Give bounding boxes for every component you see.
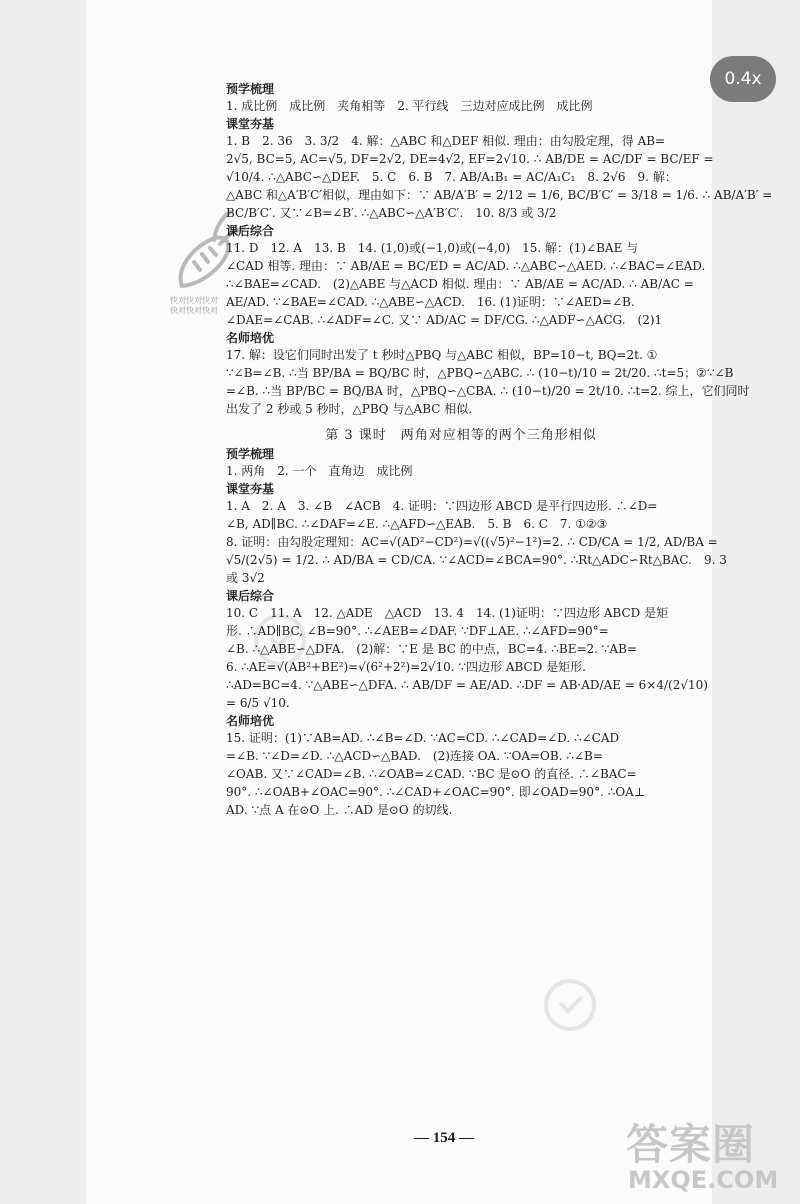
page-number: — 154 —: [414, 1130, 474, 1146]
answer-line: ∵∠B=∠B. ∴当 BP/BA = BQ/BC 时，△PBQ∽△ABC. ∴ (10−t)/10 = 2t/20. ∴t=5；②∵∠B: [226, 366, 734, 380]
answer-line: √10/4. ∴△ABC∽△DEF. 5. C 6. B 7. AB/A₁B₁ = AC/A₁C₁ 8. 2√6 9. 解：: [226, 170, 677, 184]
answer-line: ∠OAB. 又∵∠CAD=∠B. ∴∠OAB=∠CAD. ∵BC 是⊙O 的直径. ∴∠BAC=: [226, 767, 637, 781]
answer-line: AE/AD. ∵∠BAE=∠CAD. ∴△ABE∽△ACD. 16. (1)证明：∵∠AED=∠B.: [226, 295, 635, 309]
answer-line: =∠B. ∵∠D=∠D. ∴△ACD∽△BAD. (2)连接 OA. ∵OA=OB. ∴∠B=: [226, 749, 603, 763]
answer-line: BC/B′C′. 又∵∠B=∠B′. ∴△ABC∽△A′B′C′. 10. 8/3 或 3/2: [226, 206, 557, 220]
answer-line: 形. ∴AD∥BC, ∠B=90°. ∴∠AEB=∠DAF. ∵DF⊥AE. ∴∠AFD=90°=: [226, 624, 609, 638]
watermark-heart-icon: [540, 975, 600, 1035]
answer-line: 8. 证明：由勾股定理知：AC=√(AD²−CD²)=√((√5)²−1²)=2. ∴ CD/CA = 1/2, AD/BA =: [226, 535, 718, 549]
watermark-brand: 答案圈: [626, 1120, 756, 1169]
answer-line: 1. B 2. 36 3. 3/2 4. 解：△ABC 和△DEF 相似. 理由：由勾股定理，得 AB=: [226, 134, 666, 148]
answer-line: ∴∠BAE=∠CAD. (2)△ABE 与△ACD 相似. 理由：∵ AB/AE = AC/AD. ∴ AB/AC =: [226, 277, 694, 291]
answer-line: ∠CAD 相等. 理由：∵ AB/AE = BC/ED = AC/AD. ∴△ABC∽△AED. ∴∠BAC=∠EAD.: [226, 259, 706, 273]
answer-line: 出发了 2 秒或 5 秒时，△PBQ 与△ABC 相似.: [226, 402, 473, 416]
section-heading: 预学梳理: [226, 447, 275, 461]
answer-line: ∴AD=BC=4. ∵△ABE∽△DFA. ∴ AB/DF = AE/AD. ∴DF = AB·AD/AE = 6×4/(2√10): [226, 678, 708, 692]
answer-line: 6. ∴AE=√(AB²+BE²)=√(6²+2²)=2√10. ∵四边形 ABCD 是矩形.: [226, 660, 586, 674]
answer-content: [226, 80, 773, 819]
answer-line: 1. A 2. A 3. ∠B ∠ACB 4. 证明：∵四边形 ABCD 是平行四边形. ∴∠D=: [226, 499, 658, 513]
answer-line: 90°. ∴∠OAB+∠OAC=90°. ∴∠CAD+∠OAC=90°. 即∠OAD=90°. ∴OA⊥: [226, 785, 646, 799]
answer-line: 1. 两角 2. 一个 直角边 成比例: [226, 464, 413, 478]
answer-line: =∠B. ∴当 BP/BC = BQ/BA 时，△PBQ∽△CBA. ∴ (10−t)/20 = 2t/10. ∴t=2. 综上，它们同时: [226, 384, 750, 398]
answer-line: ∠B, AD∥BC. ∴∠DAF=∠E. ∴△AFD∽△EAB. 5. B 6. C 7. ①②③: [226, 517, 608, 531]
section-heading: 课后综合: [226, 224, 275, 238]
answer-line: 或 3√2: [226, 571, 265, 585]
section-heading: 名师培优: [226, 714, 275, 728]
section-heading: 课堂夯基: [226, 482, 275, 496]
lesson-title: 第 3 课时 两角对应相等的两个三角形相似: [325, 428, 597, 443]
answer-line: 2√5, BC=5, AC=√5, DF=2√2, DE=4√2, EF=2√10. ∴ AB/DE = AC/DF = BC/EF =: [226, 152, 714, 166]
answer-line: ∠DAE=∠CAB. ∴∠ADF=∠C. 又∵ AD/AC = DF/CG. ∴△ADF∽△ACG. (2)1: [226, 313, 663, 327]
section-heading: 名师培优: [226, 331, 275, 345]
answer-line: AD. ∵点 A 在⊙O 上. ∴AD 是⊙O 的切线.: [226, 803, 453, 817]
playback-speed-button[interactable]: 0.4x: [710, 56, 776, 102]
answer-line: 11. D 12. A 13. B 14. (1,0)或(−1,0)或(−4,0) 15. 解：(1)∠BAE 与: [226, 241, 639, 255]
answer-line: √5/(2√5) = 1/2. ∴ AD/BA = CD/CA. ∵∠ACD=∠BCA=90°. ∴Rt△ADC∽Rt△BAC. 9. 3: [226, 553, 727, 567]
side-note: 快对快对快对 快对快对快对: [170, 296, 218, 315]
section-heading: 预学梳理: [226, 82, 275, 96]
answer-line: 10. C 11. A 12. △ADE △ACD 13. 4 14. (1)证明：∵四边形 ABCD 是矩: [226, 606, 669, 620]
section-heading: 课后综合: [226, 589, 275, 603]
answer-line: ∠B. ∴△ABE∽△DFA. (2)解：∵E 是 BC 的中点，BC=4. ∴BE=2. ∵AB=: [226, 642, 637, 656]
section-heading: 课堂夯基: [226, 117, 275, 131]
answer-line: 15. 证明：(1)∵AB=AD. ∴∠B=∠D. ∵AC=CD. ∴∠CAD=∠D. ∴∠CAD: [226, 731, 620, 745]
answer-line: = 6/5 √10.: [226, 696, 290, 710]
answer-line: 17. 解：设它们同时出发了 t 秒时△PBQ 与△ABC 相似，BP=10−t, BQ=2t. ①: [226, 348, 658, 362]
answer-line: 1. 成比例 成比例 夹角相等 2. 平行线 三边对应成比例 成比例: [226, 99, 593, 113]
answer-line: △ABC 和△A′B′C′相似，理由如下：∵ AB/A′B′ = 2/12 = 1/6, BC/B′C′ = 3/18 = 1/6. ∴ AB/A′B′ =: [226, 188, 773, 202]
watermark-url: MXQE.COM: [628, 1166, 779, 1194]
